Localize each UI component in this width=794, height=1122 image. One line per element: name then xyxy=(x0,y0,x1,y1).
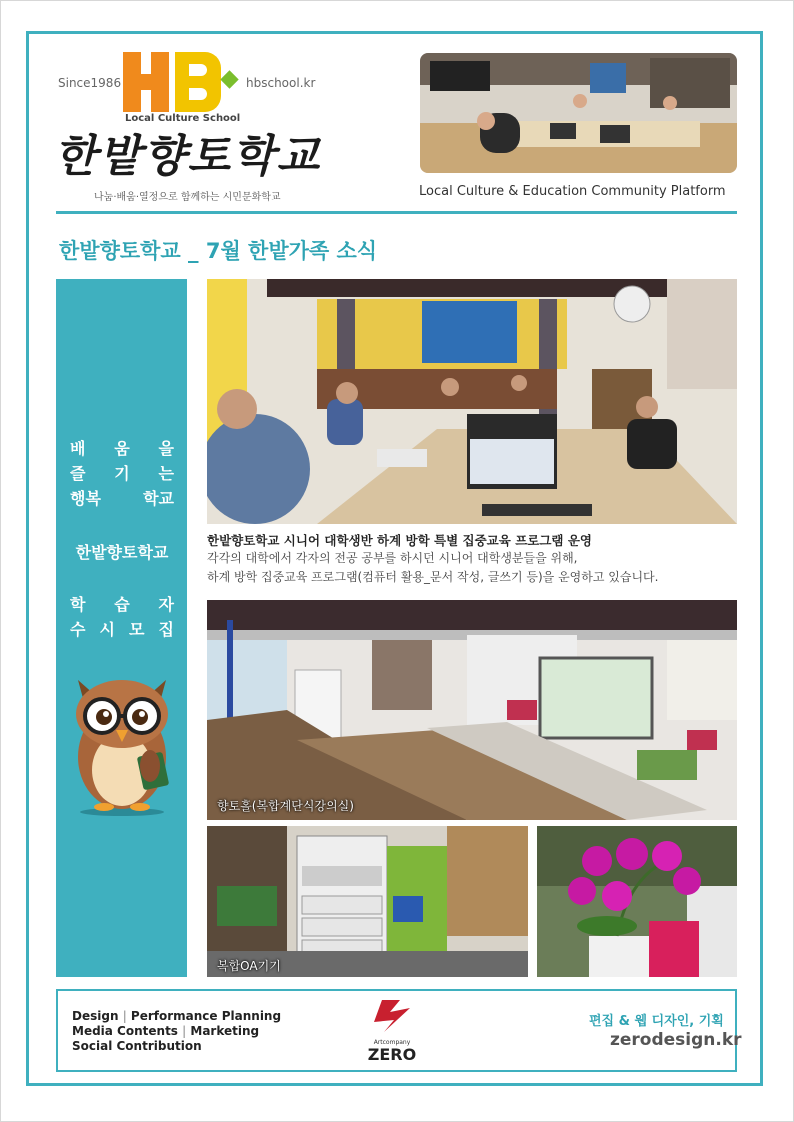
zero-logo-icon xyxy=(360,998,424,1064)
oa-equipment-photo xyxy=(207,826,528,977)
article-line-2: 하계 방학 집중교육 프로그램(컴퓨터 활용_문서 작성, 글쓰기 등)을 운영하고 있습니다. xyxy=(207,570,659,584)
sidebar-school-name: 한밭향토학교 xyxy=(75,543,169,562)
oa-label: 복합OA기기 xyxy=(217,959,281,973)
logo-h-block xyxy=(123,52,169,112)
footer-service-tagline: 편집 & 웹 디자인, 기획 xyxy=(589,1014,724,1029)
article-line-1: 각각의 대학에서 각자의 전공 공부를 하시던 시니어 대학생분들을 위해, xyxy=(207,551,578,565)
svg-text:Artcompany: Artcompany xyxy=(373,1039,411,1046)
svg-text:ZERO: ZERO xyxy=(367,1045,417,1064)
page-title: 한밭향토학교 _ 7월 한밭가족 소식 xyxy=(59,239,378,263)
header-divider xyxy=(56,211,737,214)
school-url[interactable]: hbschool.kr xyxy=(246,76,316,90)
sidebar-recruit: 학 습 자 수 시 모 집 xyxy=(70,595,174,639)
footer-services: Design | Performance Planning Media Contents | Marketing Social Contribution xyxy=(72,1009,282,1053)
owl-mascot-icon xyxy=(66,662,178,816)
logo-subtitle: Local Culture School xyxy=(125,113,241,124)
article-title: 한밭향토학교 시니어 대학생반 하계 방학 특별 집중교육 프로그램 운영 xyxy=(207,533,592,548)
logo-b-block xyxy=(175,52,221,112)
sidebar-slogan: 배 움 을 즐 기 는 행복 학교 xyxy=(70,439,174,508)
since-label: Since1986 xyxy=(58,76,122,90)
hall-label: 향토홀(복합계단식강의실) xyxy=(217,799,354,813)
classroom-photo xyxy=(207,279,737,524)
school-tagline: 나눔·배움·열정으로 함께하는 시민문화학교 xyxy=(94,192,281,203)
orchid-photo xyxy=(537,826,737,977)
footer-website-link[interactable]: zerodesign.kr xyxy=(610,1030,742,1050)
lecture-hall-photo xyxy=(207,600,737,820)
platform-tagline: Local Culture & Education Community Platform xyxy=(419,184,726,199)
school-name-calligraphy: 한밭향토학교 xyxy=(54,131,322,182)
header-classroom-photo xyxy=(420,53,737,173)
